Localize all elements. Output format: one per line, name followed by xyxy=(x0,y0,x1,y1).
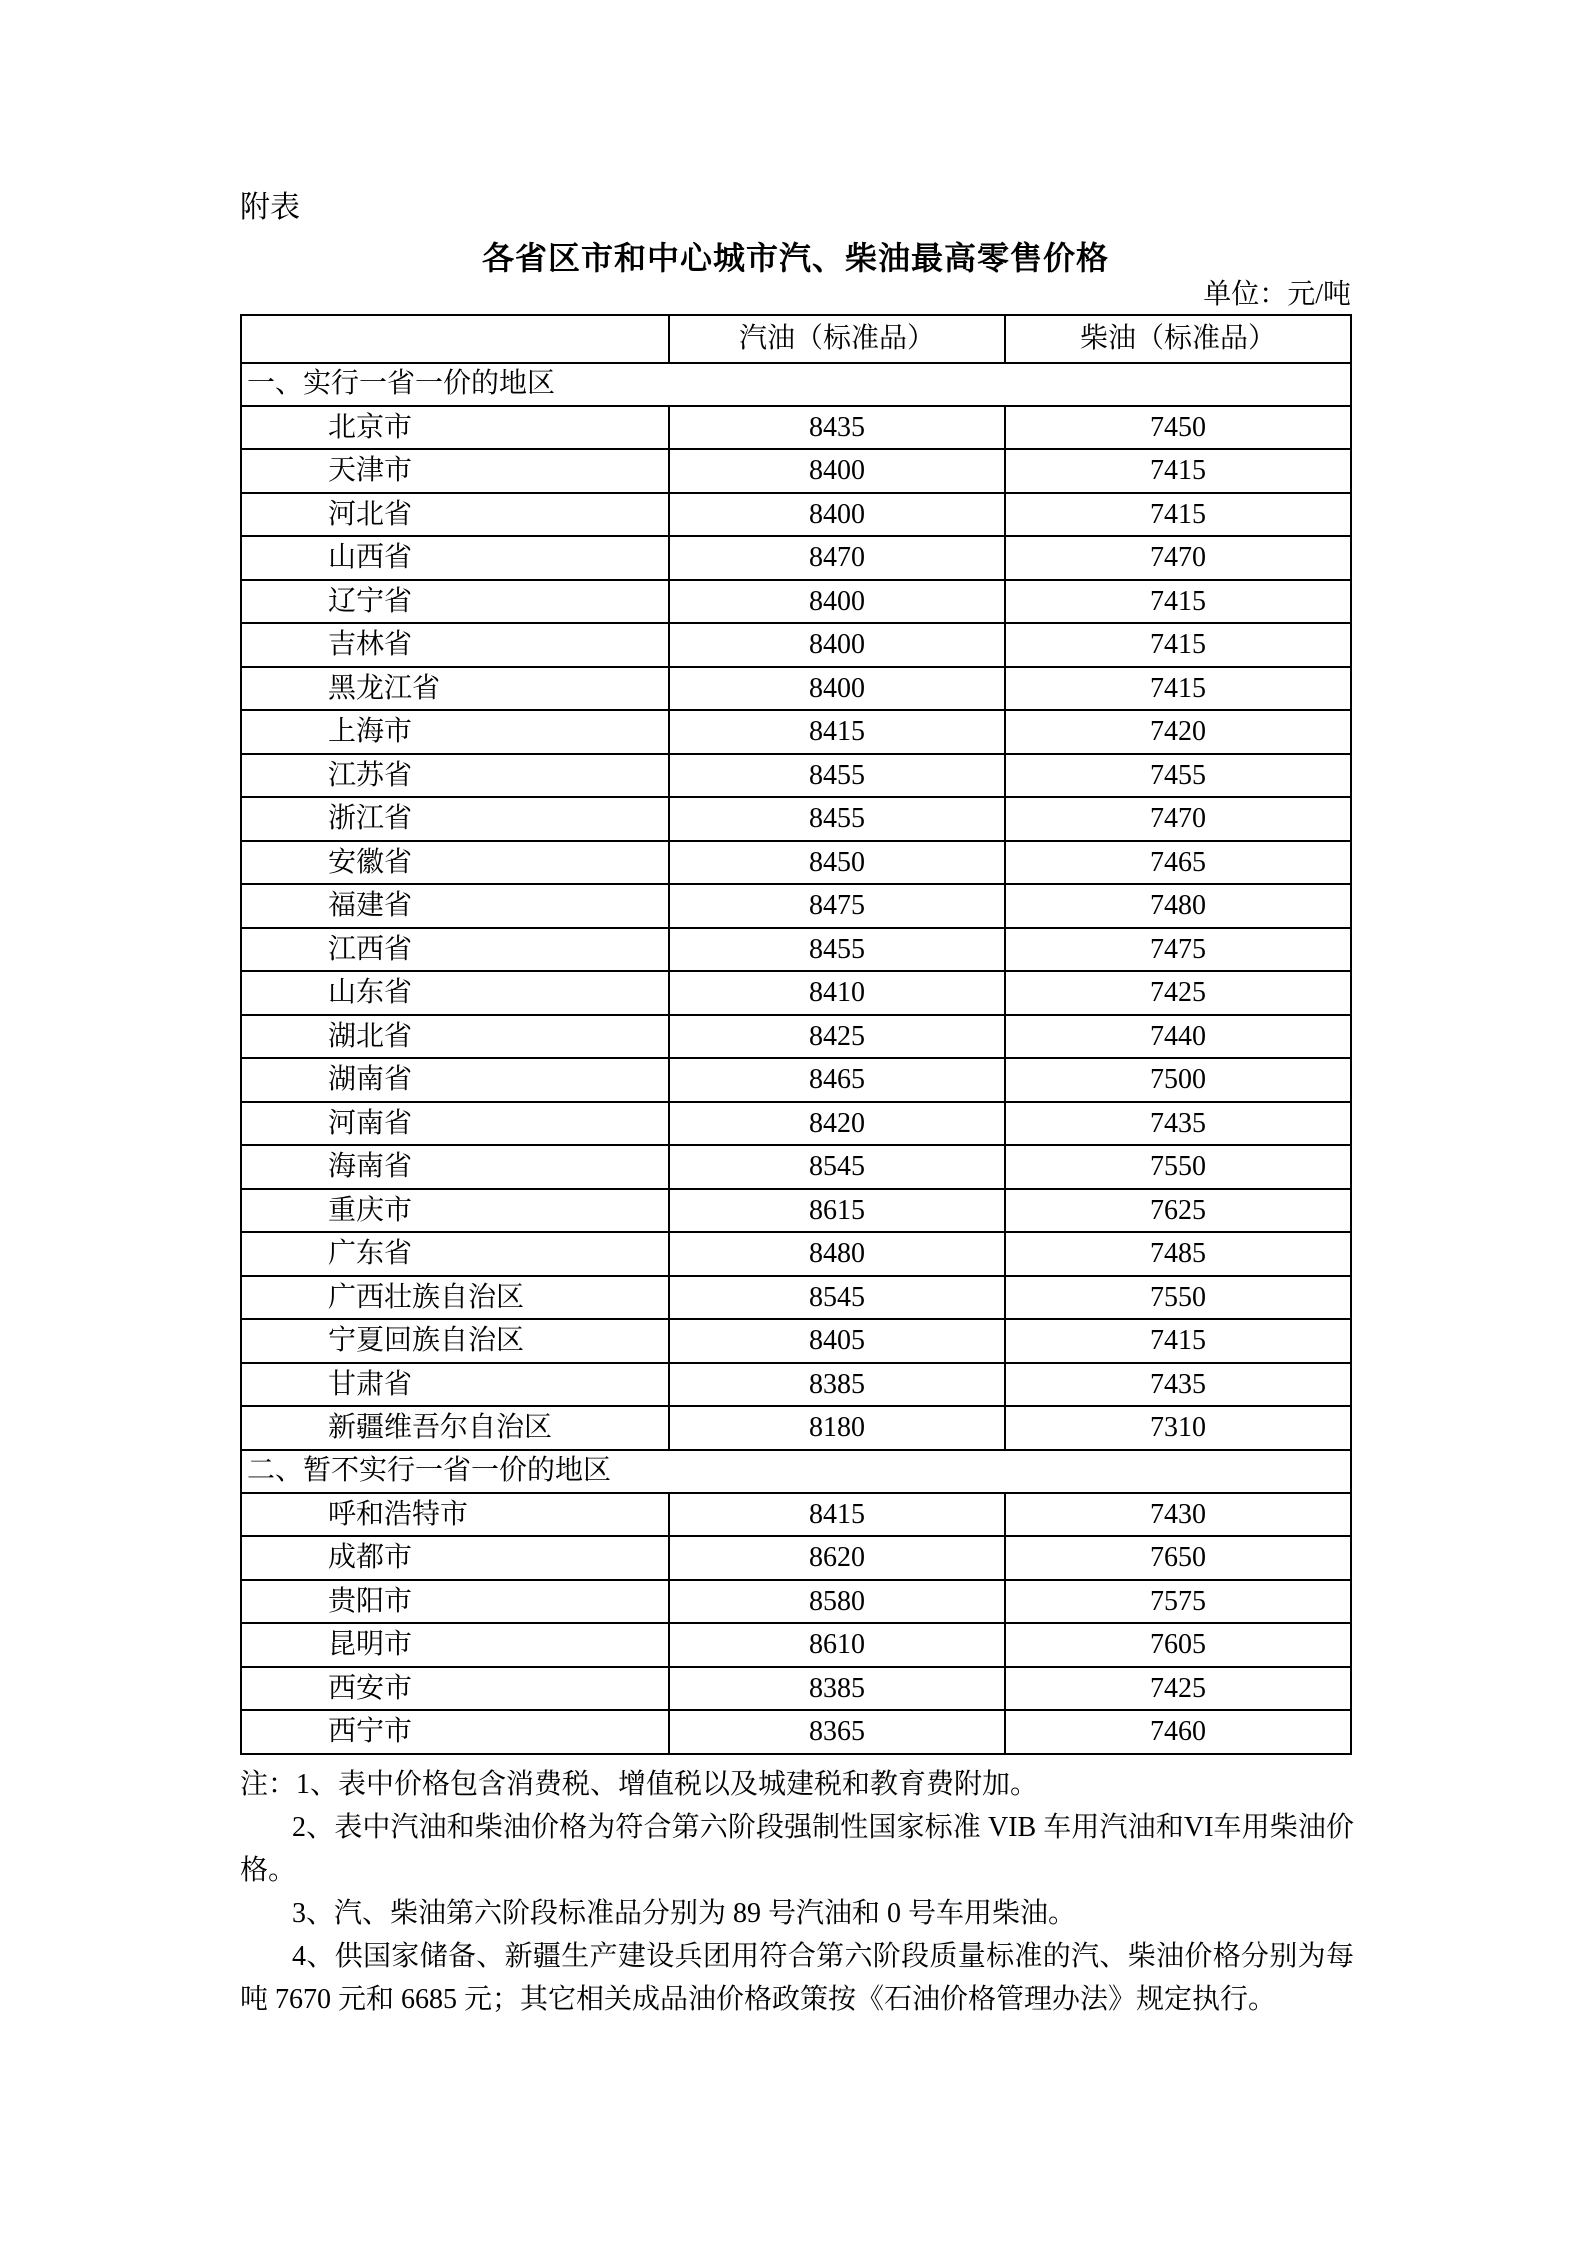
gasoline-price-cell: 8615 xyxy=(669,1189,1005,1233)
table-row xyxy=(241,623,1351,667)
gasoline-price-cell: 8400 xyxy=(669,449,1005,493)
unit-note: 单位：元/吨 xyxy=(1203,279,1351,311)
region-cell: 吉林省 xyxy=(241,623,669,667)
gasoline-price-cell: 8545 xyxy=(669,1276,1005,1320)
diesel-price-cell: 7430 xyxy=(1005,1493,1351,1537)
region-cell: 福建省 xyxy=(241,884,669,928)
region-cell: 呼和浩特市 xyxy=(241,1493,669,1537)
table-row xyxy=(241,1710,1351,1754)
table-row xyxy=(241,667,1351,711)
table-row xyxy=(241,1406,1351,1450)
gasoline-price-cell: 8405 xyxy=(669,1319,1005,1363)
gasoline-price-cell: 8475 xyxy=(669,884,1005,928)
gasoline-price-cell: 8480 xyxy=(669,1232,1005,1276)
diesel-price-cell: 7465 xyxy=(1005,841,1351,885)
gasoline-price-cell: 8455 xyxy=(669,928,1005,972)
region-cell: 黑龙江省 xyxy=(241,667,669,711)
gasoline-price-cell: 8400 xyxy=(669,580,1005,624)
diesel-price-cell: 7435 xyxy=(1005,1102,1351,1146)
region-header-cell xyxy=(241,315,669,363)
gasoline-price-cell: 8610 xyxy=(669,1623,1005,1667)
diesel-price-cell: 7310 xyxy=(1005,1406,1351,1450)
gasoline-price-cell: 8385 xyxy=(669,1667,1005,1711)
diesel-price-cell: 7605 xyxy=(1005,1623,1351,1667)
region-cell: 广东省 xyxy=(241,1232,669,1276)
section-header-cell: 一、实行一省一价的地区 xyxy=(241,363,1351,406)
table-row xyxy=(241,797,1351,841)
region-cell: 湖北省 xyxy=(241,1015,669,1059)
gasoline-price-cell: 8385 xyxy=(669,1363,1005,1407)
gasoline-price-cell: 8400 xyxy=(669,667,1005,711)
diesel-price-cell: 7455 xyxy=(1005,754,1351,798)
region-cell: 重庆市 xyxy=(241,1189,669,1233)
gasoline-price-cell: 8420 xyxy=(669,1102,1005,1146)
region-cell: 昆明市 xyxy=(241,1623,669,1667)
gasoline-price-cell: 8400 xyxy=(669,623,1005,667)
diesel-price-cell: 7470 xyxy=(1005,536,1351,580)
region-cell: 甘肃省 xyxy=(241,1363,669,1407)
diesel-price-cell: 7550 xyxy=(1005,1145,1351,1189)
diesel-price-cell: 7460 xyxy=(1005,1710,1351,1754)
section-header-row xyxy=(241,1450,1351,1493)
region-cell: 江苏省 xyxy=(241,754,669,798)
table-row xyxy=(241,1580,1351,1624)
price-table xyxy=(240,314,1352,1755)
note-1: 注：1、表中价格包含消费税、增值税以及城建税和教育费附加。 xyxy=(240,1768,1039,1800)
diesel-price-cell: 7470 xyxy=(1005,797,1351,841)
diesel-price-cell: 7480 xyxy=(1005,884,1351,928)
region-cell: 山东省 xyxy=(241,971,669,1015)
diesel-price-cell: 7425 xyxy=(1005,1667,1351,1711)
gasoline-price-cell: 8455 xyxy=(669,754,1005,798)
region-cell: 辽宁省 xyxy=(241,580,669,624)
note-4: 4、供国家储备、新疆生产建设兵团用符合第六阶段质量标准的汽、柴油价格分别为每吨 7670 元和 6685 元；其它相关成品油价格政策按《石油价格管理办法》规定执行。 xyxy=(240,1940,1354,2015)
table-row xyxy=(241,1623,1351,1667)
diesel-price-cell: 7420 xyxy=(1005,710,1351,754)
table-row xyxy=(241,841,1351,885)
diesel-header-cell: 柴油（标准品） xyxy=(1005,315,1351,363)
region-cell: 河北省 xyxy=(241,493,669,537)
diesel-price-cell: 7415 xyxy=(1005,1319,1351,1363)
diesel-price-cell: 7500 xyxy=(1005,1058,1351,1102)
table-row xyxy=(241,710,1351,754)
gasoline-price-cell: 8435 xyxy=(669,406,1005,450)
region-cell: 广西壮族自治区 xyxy=(241,1276,669,1320)
diesel-price-cell: 7485 xyxy=(1005,1232,1351,1276)
diesel-price-cell: 7425 xyxy=(1005,971,1351,1015)
note-3: 3、汽、柴油第六阶段标准品分别为 89 号汽油和 0 号车用柴油。 xyxy=(292,1897,1077,1929)
gasoline-header-cell: 汽油（标准品） xyxy=(669,315,1005,363)
gasoline-price-cell: 8425 xyxy=(669,1015,1005,1059)
gasoline-price-cell: 8415 xyxy=(669,1493,1005,1537)
table-row xyxy=(241,1493,1351,1537)
table-row xyxy=(241,754,1351,798)
region-cell: 河南省 xyxy=(241,1102,669,1146)
gasoline-price-cell: 8470 xyxy=(669,536,1005,580)
gasoline-price-cell: 8410 xyxy=(669,971,1005,1015)
gasoline-price-cell: 8450 xyxy=(669,841,1005,885)
diesel-price-cell: 7575 xyxy=(1005,1580,1351,1624)
diesel-price-cell: 7415 xyxy=(1005,623,1351,667)
region-cell: 天津市 xyxy=(241,449,669,493)
gasoline-price-cell: 8465 xyxy=(669,1058,1005,1102)
region-cell: 海南省 xyxy=(241,1145,669,1189)
table-row xyxy=(241,580,1351,624)
region-cell: 江西省 xyxy=(241,928,669,972)
gasoline-price-cell: 8180 xyxy=(669,1406,1005,1450)
section-header-cell: 二、暂不实行一省一价的地区 xyxy=(241,1450,1351,1493)
diesel-price-cell: 7625 xyxy=(1005,1189,1351,1233)
diesel-price-cell: 7415 xyxy=(1005,667,1351,711)
gasoline-price-cell: 8620 xyxy=(669,1536,1005,1580)
attachment-label: 附表 xyxy=(240,191,300,224)
diesel-price-cell: 7415 xyxy=(1005,580,1351,624)
table-row xyxy=(241,1015,1351,1059)
table-row xyxy=(241,449,1351,493)
table-row xyxy=(241,493,1351,537)
gasoline-price-cell: 8400 xyxy=(669,493,1005,537)
notes-block xyxy=(240,1763,1354,2021)
region-cell: 新疆维吾尔自治区 xyxy=(241,1406,669,1450)
page-title: 各省区市和中心城市汽、柴油最高零售价格 xyxy=(481,240,1109,276)
table-row xyxy=(241,1667,1351,1711)
diesel-price-cell: 7450 xyxy=(1005,406,1351,450)
gasoline-price-cell: 8365 xyxy=(669,1710,1005,1754)
region-cell: 西宁市 xyxy=(241,1710,669,1754)
region-cell: 上海市 xyxy=(241,710,669,754)
diesel-price-cell: 7475 xyxy=(1005,928,1351,972)
table-row xyxy=(241,928,1351,972)
region-cell: 湖南省 xyxy=(241,1058,669,1102)
table-row xyxy=(241,1536,1351,1580)
diesel-price-cell: 7435 xyxy=(1005,1363,1351,1407)
region-cell: 山西省 xyxy=(241,536,669,580)
gasoline-price-cell: 8455 xyxy=(669,797,1005,841)
table-row xyxy=(241,1319,1351,1363)
table-row xyxy=(241,884,1351,928)
note-2: 2、表中汽油和柴油价格为符合第六阶段强制性国家标准 VIB 车用汽油和VI车用柴油价格。 xyxy=(240,1811,1354,1886)
gasoline-price-cell: 8545 xyxy=(669,1145,1005,1189)
table-header-row xyxy=(241,315,1351,363)
diesel-price-cell: 7550 xyxy=(1005,1276,1351,1320)
table-row xyxy=(241,1363,1351,1407)
table-row xyxy=(241,406,1351,450)
section-header-row xyxy=(241,363,1351,406)
table-row xyxy=(241,1058,1351,1102)
table-row xyxy=(241,1145,1351,1189)
region-cell: 西安市 xyxy=(241,1667,669,1711)
region-cell: 贵阳市 xyxy=(241,1580,669,1624)
region-cell: 北京市 xyxy=(241,406,669,450)
region-cell: 成都市 xyxy=(241,1536,669,1580)
gasoline-price-cell: 8415 xyxy=(669,710,1005,754)
table-row xyxy=(241,1102,1351,1146)
region-cell: 宁夏回族自治区 xyxy=(241,1319,669,1363)
region-cell: 安徽省 xyxy=(241,841,669,885)
region-cell: 浙江省 xyxy=(241,797,669,841)
table-row xyxy=(241,1232,1351,1276)
diesel-price-cell: 7440 xyxy=(1005,1015,1351,1059)
diesel-price-cell: 7415 xyxy=(1005,493,1351,537)
table-row xyxy=(241,971,1351,1015)
diesel-price-cell: 7415 xyxy=(1005,449,1351,493)
table-body xyxy=(241,363,1351,1754)
table-row xyxy=(241,1276,1351,1320)
table-row xyxy=(241,1189,1351,1233)
table-row xyxy=(241,536,1351,580)
diesel-price-cell: 7650 xyxy=(1005,1536,1351,1580)
gasoline-price-cell: 8580 xyxy=(669,1580,1005,1624)
